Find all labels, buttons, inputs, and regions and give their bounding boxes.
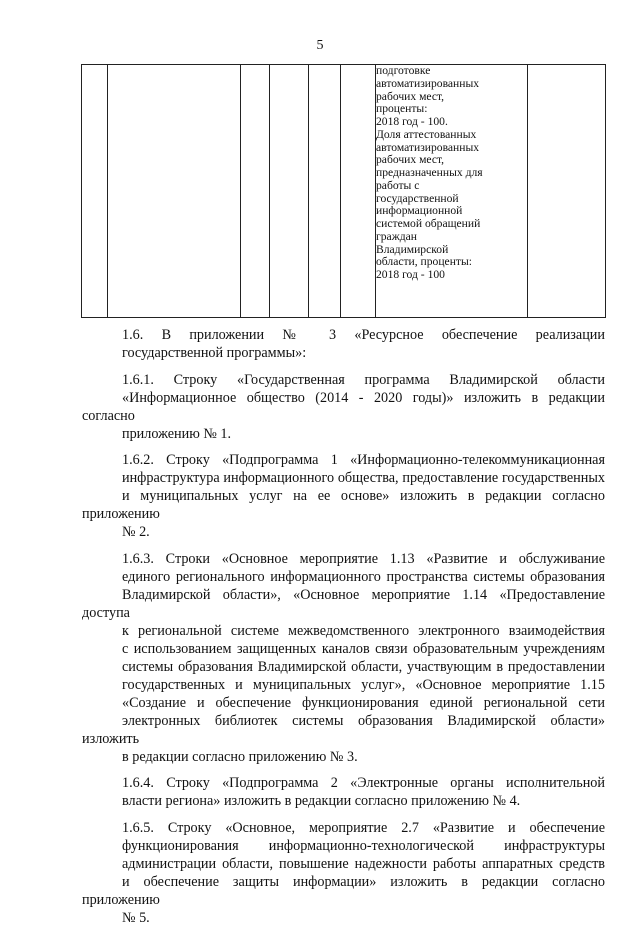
- table-cell-empty: [241, 65, 270, 318]
- paragraph-line: власти региона» изложить в редакции согласно приложению № 4.: [122, 793, 521, 809]
- paragraph-line: функционирования информационно-технологической инфраструктуры: [122, 837, 605, 854]
- paragraph-line: и муниципальных услуг на ее основе» изложить в редакции согласно приложению: [82, 488, 605, 522]
- paragraph: [82, 550, 605, 766]
- paragraph: [82, 819, 605, 927]
- table-cell-empty: [341, 65, 376, 318]
- table-cell-line: государственной: [376, 191, 459, 205]
- table-cell-line: 2018 год - 100.: [376, 115, 448, 128]
- table-cell-empty: [309, 65, 341, 318]
- paragraph-line: электронных библиотек системы образования Владимирской области» изложить: [82, 712, 605, 747]
- table-cell-empty: [270, 65, 309, 318]
- table-cell-empty: [528, 65, 606, 318]
- paragraph-line: 1.6. В приложении № 3 «Ресурсное обеспечение реализации: [122, 327, 605, 343]
- table-cell-empty: [82, 65, 108, 318]
- paragraph-line: 1.6.5. Строку «Основное, мероприятие 2.7 «Развитие и обеспечение: [122, 819, 605, 836]
- paragraph: [82, 774, 605, 810]
- table-cell-line: проценты:: [376, 102, 428, 116]
- table-cell-line: предназначенных для: [376, 166, 483, 179]
- table-cell-line: области, проценты:: [376, 255, 472, 269]
- table-cell-line: рабочих мест,: [376, 89, 445, 103]
- table-cell-line: подготовке: [376, 64, 431, 77]
- paragraph-line: приложению № 1.: [122, 425, 232, 442]
- paragraph-line: инфраструктура информационного общества, предоставление государственных: [122, 470, 605, 486]
- paragraph: [82, 326, 605, 362]
- paragraph-line: Владимирской области», «Основное мероприятие 1.14 «Предоставление доступа: [82, 586, 605, 621]
- table-cell-indicator-text: [376, 65, 528, 318]
- table-cell-line: работы с: [376, 178, 420, 192]
- paragraph: [82, 371, 605, 443]
- table-cell-line: 2018 год - 100: [376, 268, 445, 281]
- paragraph-line: «Создание и обеспечение функционирования единой региональной сети: [122, 694, 605, 711]
- paragraph-line: к региональной системе межведомственного электронного взаимодействия: [122, 622, 605, 639]
- paragraph-line: «Информационное общество (2014 - 2020 годы)» изложить в редакции согласно: [82, 389, 605, 424]
- table-row: [82, 65, 606, 318]
- table-cell-line: граждан: [376, 229, 417, 243]
- paragraph-line: государственных и муниципальных услуг», «Основное мероприятие 1.15: [122, 676, 605, 693]
- paragraph-line: № 5.: [122, 909, 150, 926]
- paragraph-line: 1.6.1. Строку «Государственная программа Владимирской области: [122, 371, 605, 388]
- paragraph-line: № 2.: [122, 524, 150, 540]
- paragraph-line: 1.6.2. Строку «Подпрограмма 1 «Информационно-телекоммуникационная: [122, 452, 605, 468]
- paragraph-line: 1.6.3. Строки «Основное мероприятие 1.13 «Развитие и обслуживание: [122, 550, 605, 567]
- table-cell-line: автоматизированных: [376, 76, 480, 90]
- document-body: [82, 326, 605, 935]
- table-cell-line: рабочих мест,: [376, 153, 445, 167]
- paragraph-line: системы образования Владимирской области, участвующим в предоставлении: [122, 658, 605, 675]
- table-cell-line: системой обращений: [376, 217, 481, 230]
- paragraph-line: 1.6.4. Строку «Подпрограмма 2 «Электронные органы исполнительной: [122, 775, 605, 791]
- paragraph-line: с использованием защищенных каналов связи образовательным учреждениям: [122, 640, 605, 657]
- continuation-table: [81, 64, 606, 318]
- table-cell-line: информационной: [376, 204, 463, 218]
- paragraph-line: в редакции согласно приложению № 3.: [122, 748, 358, 765]
- paragraph-line: и обеспечение защиты информации» изложить в редакции согласно приложению: [82, 873, 605, 908]
- table-cell-empty: [108, 65, 241, 318]
- table-cell-line: Доля аттестованных: [376, 127, 477, 141]
- table-cell-line: автоматизированных: [376, 140, 480, 154]
- paragraph-line: единого регионального информационного пространства системы образования: [122, 568, 605, 585]
- table-cell-line: Владимирской: [376, 242, 449, 256]
- paragraph-line: администрации области, повышение надежности работы аппаратных средств: [122, 855, 605, 872]
- paragraph-line: государственной программы»:: [122, 345, 307, 361]
- page-number: 5: [316, 38, 324, 53]
- paragraph: [82, 451, 605, 541]
